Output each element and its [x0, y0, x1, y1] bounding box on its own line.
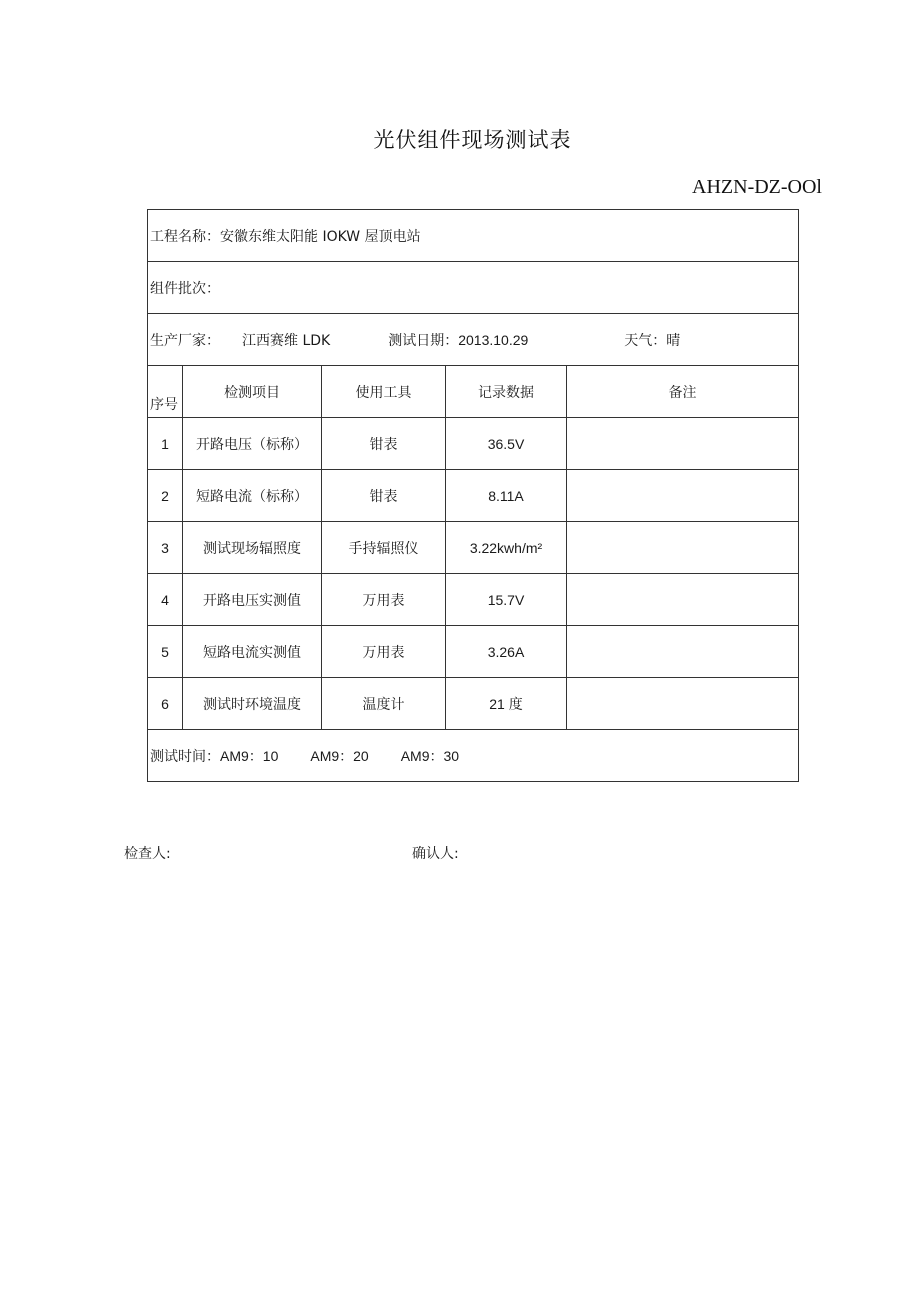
test-time-cell [148, 730, 799, 782]
project-row [148, 210, 799, 262]
page-title: 光伏组件现场测试表 [373, 128, 572, 152]
table-row [148, 626, 799, 678]
weather-label: 天气： [624, 332, 667, 349]
document-code: AHZN-DZ-OOl [692, 176, 822, 198]
table-row [148, 470, 799, 522]
info-cell [148, 314, 799, 366]
tool-cell: 手持辐照仪 [322, 522, 446, 574]
item-cell: 测试时环境温度 [183, 678, 322, 730]
remark-header: 备注 [567, 366, 799, 418]
test-time-row [148, 730, 799, 782]
test-time-label: 测试时间： [150, 748, 220, 765]
batch-row [148, 262, 799, 314]
record-cell[interactable]: 8.11A [446, 470, 567, 522]
seq-cell: 5 [148, 626, 183, 678]
project-value[interactable]: 安徽东维太阳能 IOKW 屋顶电站 [220, 228, 421, 245]
remark-cell[interactable] [567, 522, 799, 574]
item-cell: 测试现场辐照度 [183, 522, 322, 574]
manufacturer-value[interactable]: 江西赛维 LDK [242, 332, 331, 349]
checker-signature-label: 检查人: [124, 846, 171, 862]
record-cell[interactable]: 21 度 [446, 678, 567, 730]
header-row [148, 366, 799, 418]
test-date-label: 测试日期： [388, 332, 459, 349]
manufacturer-label: 生产厂家： [150, 332, 220, 349]
remark-cell[interactable] [567, 470, 799, 522]
item-cell: 短路电流（标称） [183, 470, 322, 522]
record-cell[interactable]: 15.7V [446, 574, 567, 626]
table-row [148, 522, 799, 574]
test-time-1[interactable]: AM9：10 [220, 747, 279, 764]
test-form-table [147, 209, 799, 782]
seq-header [148, 366, 183, 418]
item-cell: 开路电压实测值 [183, 574, 322, 626]
item-header: 检测项目 [183, 366, 322, 418]
test-time-2[interactable]: AM9：20 [310, 747, 369, 764]
weather-value[interactable]: 晴 [666, 332, 681, 349]
info-row [148, 314, 799, 366]
seq-cell: 3 [148, 522, 183, 574]
item-cell: 短路电流实测值 [183, 626, 322, 678]
record-header: 记录数据 [446, 366, 567, 418]
record-cell[interactable]: 36.5V [446, 418, 567, 470]
test-time-3[interactable]: AM9：30 [400, 747, 460, 764]
tool-cell: 温度计 [322, 678, 446, 730]
table-row [148, 418, 799, 470]
batch-label: 组件批次： [150, 280, 220, 297]
table-row [148, 574, 799, 626]
tool-cell: 万用表 [322, 626, 446, 678]
confirmer-signature-label: 确认人: [412, 846, 459, 862]
project-label: 工程名称： [150, 228, 220, 245]
remark-cell[interactable] [567, 678, 799, 730]
test-date-value[interactable]: 2013.10.29 [458, 331, 529, 348]
record-cell[interactable]: 3.26A [446, 626, 567, 678]
table-row [148, 678, 799, 730]
record-cell[interactable]: 3.22kwh/m² [446, 522, 567, 574]
tool-cell: 钳表 [322, 470, 446, 522]
seq-cell: 2 [148, 470, 183, 522]
seq-cell: 6 [148, 678, 183, 730]
batch-cell [148, 262, 799, 314]
item-cell: 开路电压（标称） [183, 418, 322, 470]
seq-header-label: 序号 [150, 397, 178, 413]
seq-cell: 1 [148, 418, 183, 470]
remark-cell[interactable] [567, 418, 799, 470]
seq-cell: 4 [148, 574, 183, 626]
remark-cell[interactable] [567, 574, 799, 626]
tool-cell: 钳表 [322, 418, 446, 470]
tool-header: 使用工具 [322, 366, 446, 418]
tool-cell: 万用表 [322, 574, 446, 626]
remark-cell[interactable] [567, 626, 799, 678]
project-cell [148, 210, 799, 262]
